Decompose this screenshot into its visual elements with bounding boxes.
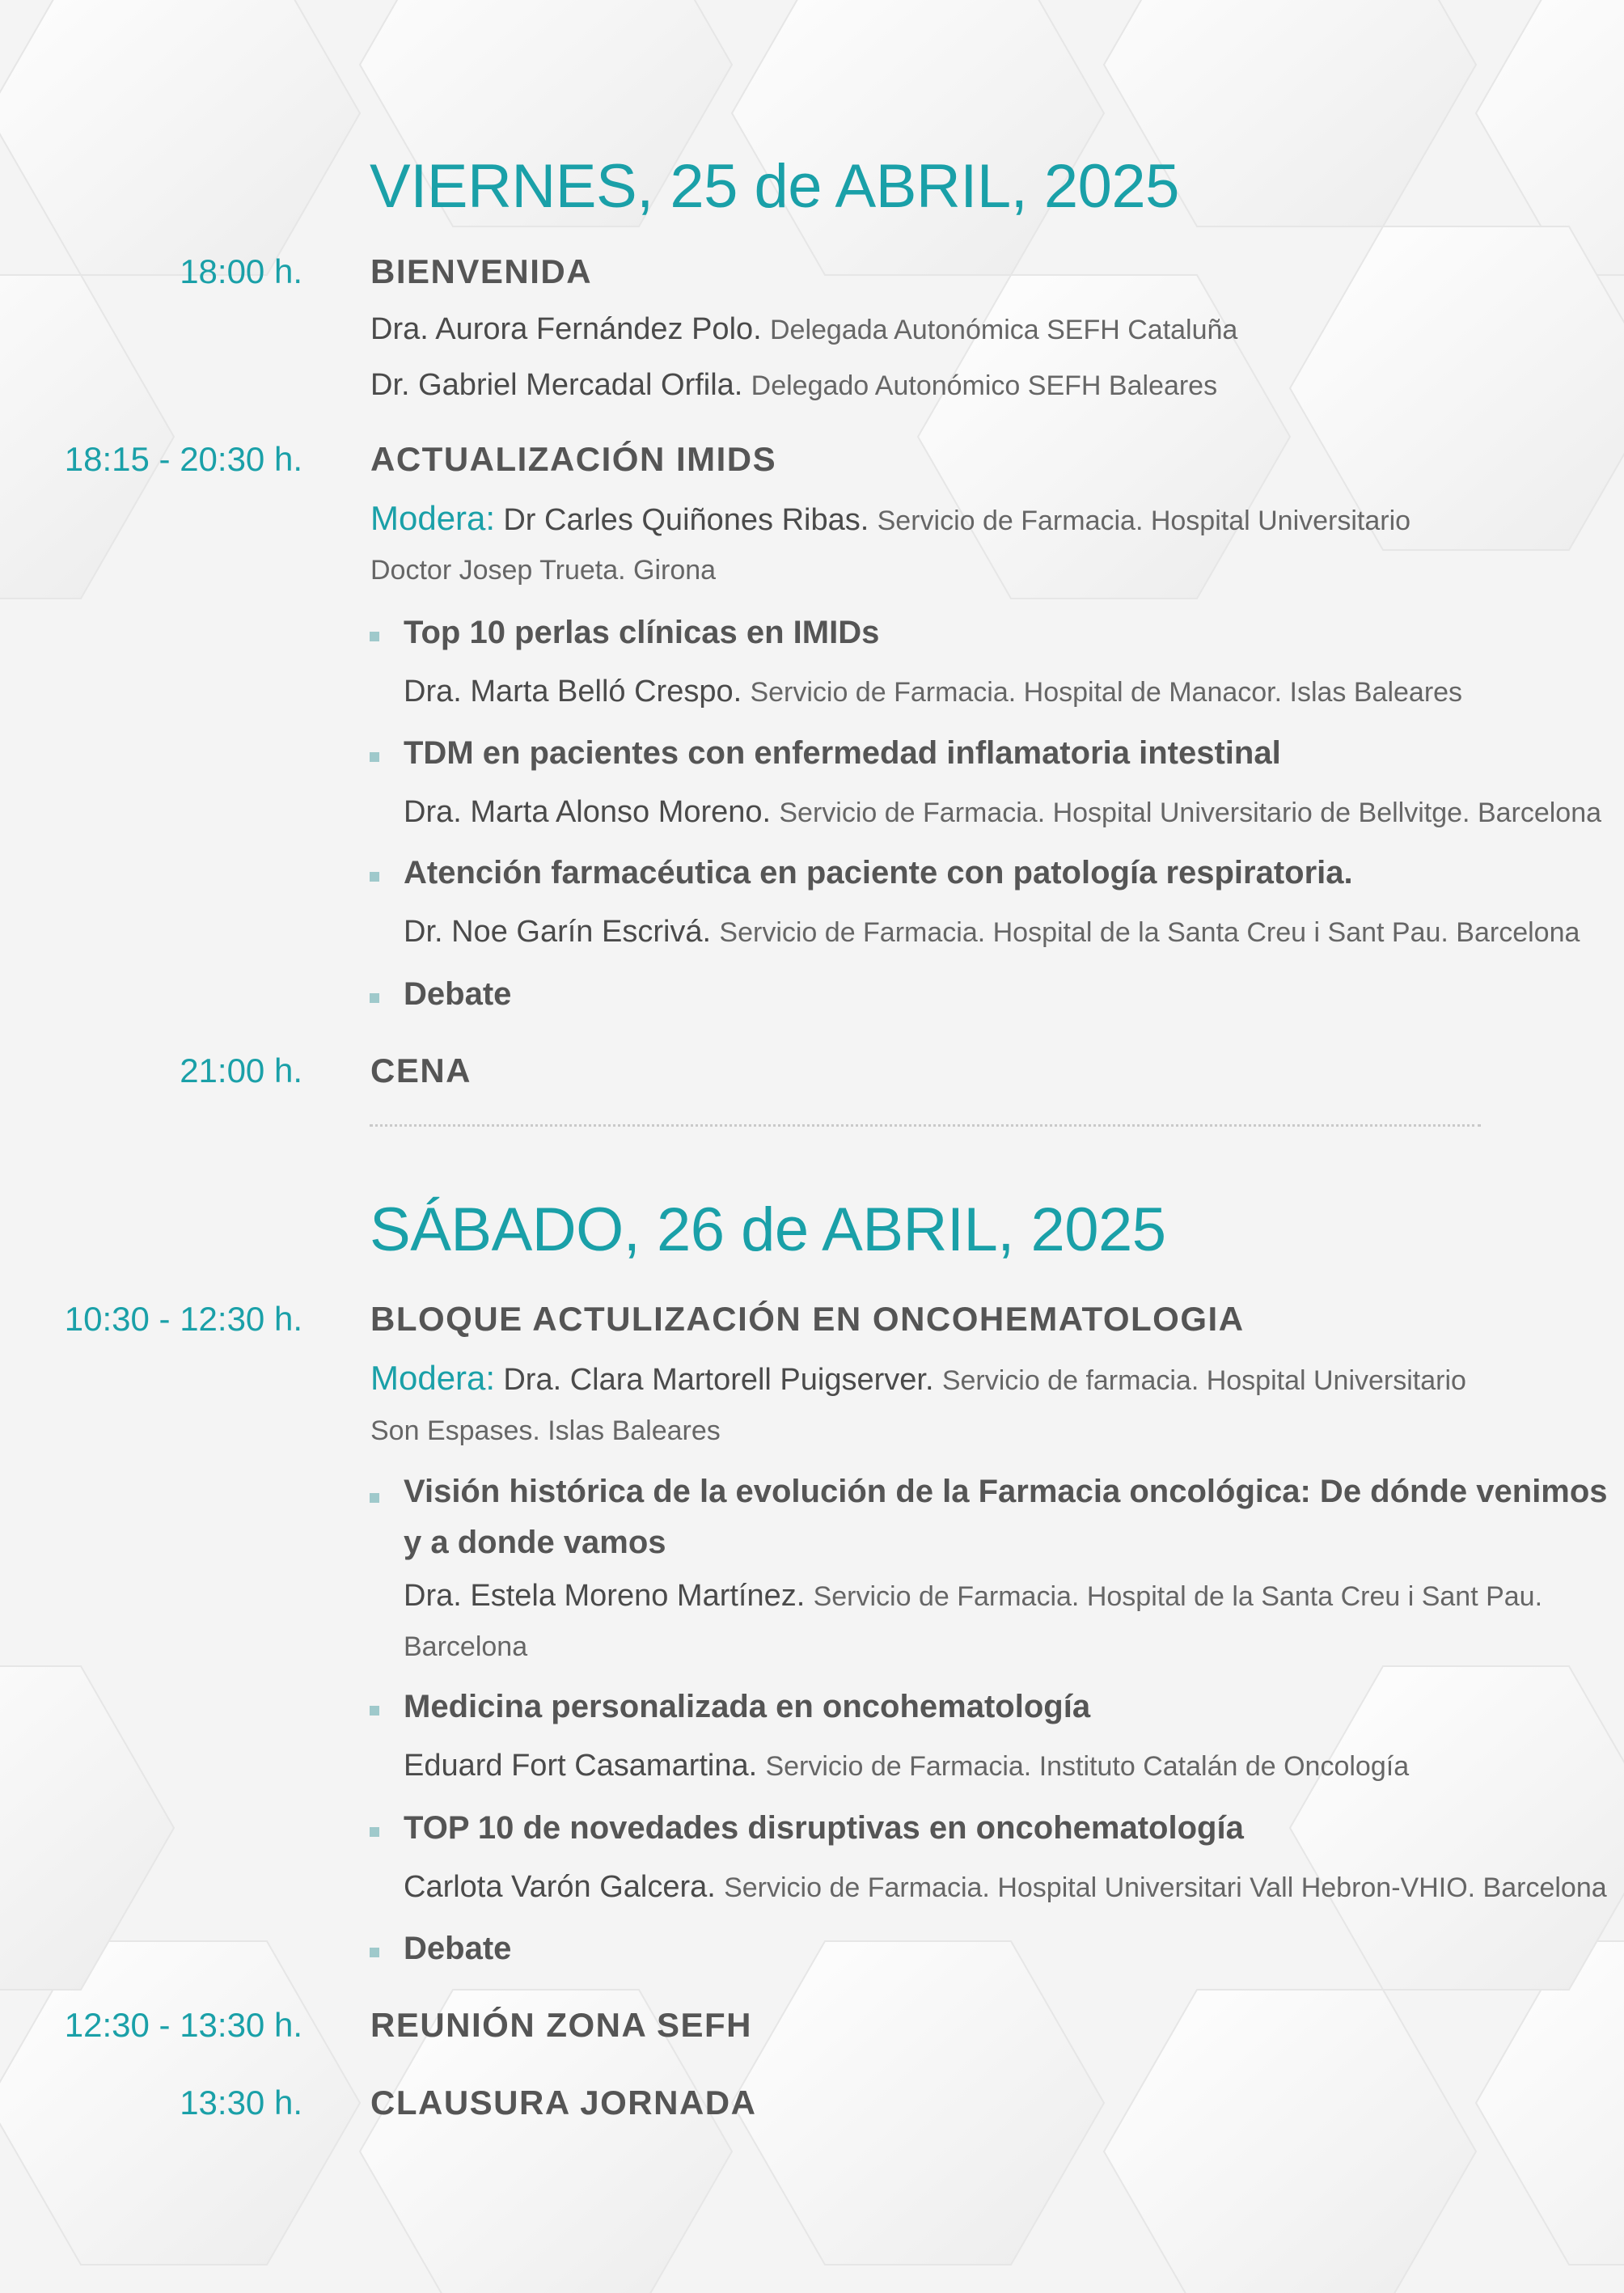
talk-speaker-line <box>404 1749 1409 1783</box>
bullet-icon <box>370 752 379 762</box>
day1-title <box>370 151 1179 222</box>
day2-title <box>370 1195 1166 1265</box>
talk-speaker-line <box>404 1870 1607 1905</box>
speaker-name: Dra. Aurora Fernández Polo. <box>370 312 762 346</box>
speaker-line <box>370 368 1217 403</box>
bullet-icon <box>370 872 379 882</box>
day1-weekday: VIERNES, <box>370 152 653 221</box>
time-label: 18:00 h. <box>180 252 302 290</box>
bullet-icon <box>370 1706 379 1716</box>
bullet-icon <box>370 993 379 1003</box>
speaker-name: Eduard Fort Casamartina. <box>404 1749 758 1783</box>
speaker-name: Dr. Gabriel Mercadal Orfila. <box>370 368 743 402</box>
talk-title: TDM en pacientes con enfermedad inflamatoria intestinal <box>404 735 1281 771</box>
talk-title: Debate <box>404 976 512 1012</box>
talk-title: Top 10 perlas clínicas en IMIDs <box>404 615 880 650</box>
time-label: 12:30 - 13:30 h. <box>64 2006 302 2044</box>
day2-weekday: SÁBADO, <box>370 1195 641 1264</box>
speaker-affiliation: Servicio de Farmacia. Hospital de la Santa Creu i Sant Pau. <box>813 1581 1543 1612</box>
moderator-affiliation-cont: Doctor Josep Trueta. Girona <box>370 555 717 586</box>
speaker-name: Dra. Estela Moreno Martínez. <box>404 1579 806 1613</box>
bullet-icon <box>370 1827 379 1837</box>
talk-title: Debate <box>404 1931 512 1966</box>
speaker-name: Dra. Marta Alonso Moreno. <box>404 795 772 829</box>
moderator-affiliation: Servicio de farmacia. Hospital Universitario <box>941 1365 1466 1396</box>
speaker-affiliation: Servicio de Farmacia. Hospital Universitari Vall Hebron-VHIO. Barcelona <box>724 1872 1607 1903</box>
talk-title: Atención farmacéutica en paciente con patología respiratoria. <box>404 855 1353 891</box>
session-title: ACTUALIZACIÓN IMIDS <box>370 440 777 478</box>
speaker-affiliation: Servicio de Farmacia. Instituto Catalán de Oncología <box>765 1751 1410 1782</box>
session-title: BIENVENIDA <box>370 252 593 290</box>
speaker-name: Dra. Marta Belló Crespo. <box>404 675 742 709</box>
section-divider <box>370 1124 1481 1127</box>
speaker-line <box>370 312 1237 347</box>
moderator-name: Dr Carles Quiñones Ribas. <box>503 503 869 537</box>
talk-speaker-line <box>404 795 1601 830</box>
talk-speaker-affiliation-cont: Barcelona <box>404 1631 528 1662</box>
moderator-affiliation-cont: Son Espases. Islas Baleares <box>370 1415 721 1446</box>
moderator-line <box>370 1359 1466 1398</box>
time-label: 21:00 h. <box>180 1051 302 1089</box>
speaker-affiliation: Servicio de Farmacia. Hospital de la Santa Creu i Sant Pau. Barcelona <box>719 917 1580 948</box>
moderator-affiliation: Servicio de Farmacia. Hospital Universitario <box>877 506 1411 536</box>
day2-date: 26 de ABRIL, 2025 <box>657 1195 1166 1264</box>
talk-speaker-line <box>404 915 1580 950</box>
talk-title: Visión histórica de la evolución de la Farmacia oncológica: De dónde venimos <box>404 1474 1608 1509</box>
speaker-affiliation: Delegada Autonómica SEFH Cataluña <box>769 315 1238 345</box>
session-title: BLOQUE ACTULIZACIÓN EN ONCOHEMATOLOGIA <box>370 1300 1245 1338</box>
talk-speaker-line <box>404 1579 1542 1614</box>
session-title: CLAUSURA JORNADA <box>370 2084 757 2122</box>
time-label: 10:30 - 12:30 h. <box>64 1300 302 1338</box>
session-title: CENA <box>370 1051 472 1089</box>
time-label: 18:15 - 20:30 h. <box>64 440 302 478</box>
speaker-name: Dr. Noe Garín Escrivá. <box>404 915 712 949</box>
moderator-label: Modera: <box>370 499 496 537</box>
talk-title: Medicina personalizada en oncohematología <box>404 1689 1091 1724</box>
bullet-icon <box>370 1948 379 1957</box>
talk-title: TOP 10 de novedades disruptivas en oncohematología <box>404 1810 1244 1846</box>
bullet-icon <box>370 1493 379 1503</box>
moderator-label: Modera: <box>370 1359 496 1397</box>
bullet-icon <box>370 632 379 641</box>
talk-speaker-line <box>404 675 1462 709</box>
time-label: 13:30 h. <box>180 2084 302 2122</box>
speaker-affiliation: Servicio de Farmacia. Hospital Universitario de Bellvitge. Barcelona <box>779 797 1602 828</box>
speaker-name: Carlota Varón Galcera. <box>404 1870 716 1904</box>
day1-date: 25 de ABRIL, 2025 <box>670 152 1179 221</box>
moderator-name: Dra. Clara Martorell Puigserver. <box>503 1363 934 1397</box>
session-title: REUNIÓN ZONA SEFH <box>370 2006 752 2044</box>
talk-title-cont: y a donde vamos <box>404 1525 666 1560</box>
moderator-line <box>370 499 1410 538</box>
speaker-affiliation: Servicio de Farmacia. Hospital de Manacor. Islas Baleares <box>750 677 1463 708</box>
speaker-affiliation: Delegado Autonómico SEFH Baleares <box>751 370 1218 401</box>
